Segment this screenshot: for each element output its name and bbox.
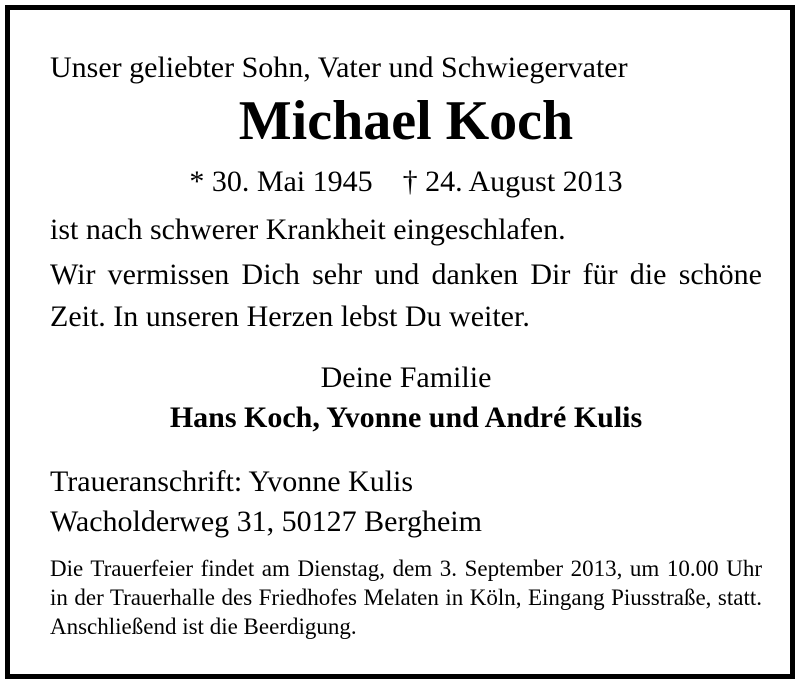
birth-date: * 30. Mai 1945 [189, 165, 373, 198]
obituary-content [50, 48, 762, 641]
intro-line: Unser geliebter Sohn, Vater und Schwiegervater [50, 51, 628, 84]
life-dates [50, 162, 762, 202]
death-date: † 24. August 2013 [402, 165, 623, 198]
deceased-name: Michael Koch [238, 90, 574, 152]
mourning-address-name: Traueranschrift: Yvonne Kulis [50, 465, 414, 498]
mourning-address-street: Wacholderweg 31, 50127 Bergheim [50, 505, 482, 538]
family-names: Hans Koch, Yvonne und André Kulis [169, 401, 643, 434]
funeral-information: Die Trauerfeier findet am Dienstag, dem 3. September 2013, um 10.00 Uhr in der Trauerhalle des Friedhofes Melaten in Köln, Eingang Piusstraße, statt. Anschließend ist die Beerdigung. [50, 556, 762, 639]
family-label: Deine Familie [320, 361, 492, 394]
passing-sentence: ist nach schwerer Krankheit eingeschlafen. [50, 213, 566, 246]
obituary-frame [5, 5, 795, 679]
memorial-message: Wir vermissen Dich sehr und danken Dir für die schöne Zeit. In unseren Herzen lebst Du weiter. [50, 258, 762, 333]
